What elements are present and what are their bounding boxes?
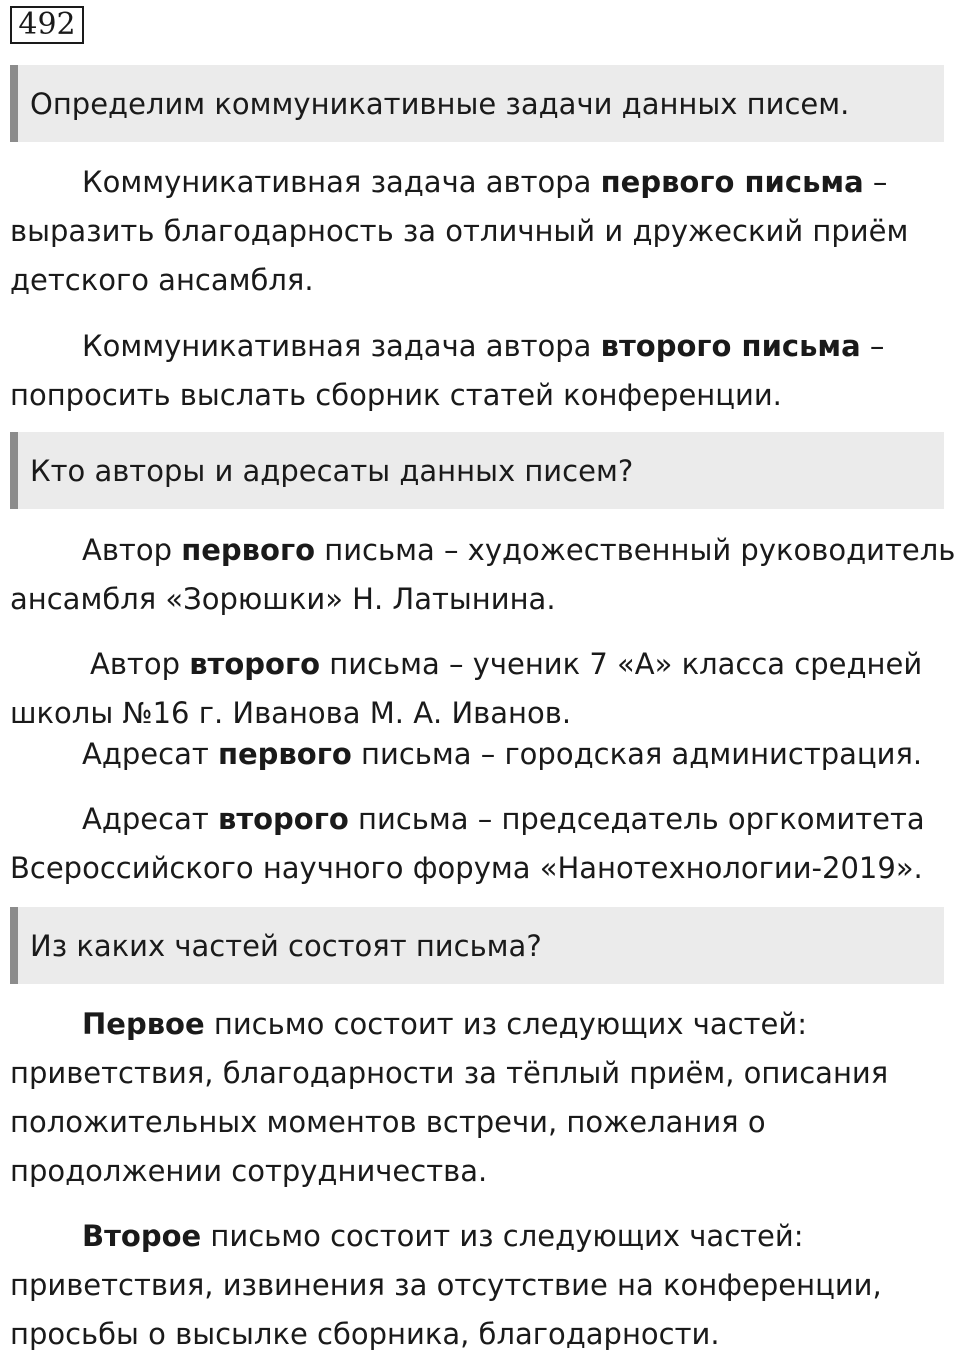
bold-term: второго письма	[600, 329, 861, 363]
paragraph: Коммуникативная задача автора второго письма – попросить выслать сборник статей конференции.	[10, 329, 885, 412]
bold-term: первого письма	[600, 165, 864, 199]
bold-term: Второе	[82, 1219, 202, 1253]
paragraph: Автор первого письма – художественный руководитель ансамбля «Зорюшки» Н. Латынина.	[10, 533, 956, 616]
exercise-number: 492	[10, 6, 84, 44]
bold-term: Первое	[82, 1007, 205, 1041]
paragraph: Коммуникативная задача автора первого письма – выразить благодарность за отличный и дружеский приём детского ансамбля.	[10, 165, 909, 297]
bold-term: второго	[217, 802, 349, 836]
paragraph: Автор второго письма – ученик 7 «А» класса средней школы №16 г. Иванова М. А. Иванов.	[10, 647, 923, 730]
paragraph: Адресат первого письма – городская администрация.	[82, 737, 923, 771]
paragraph: Адресат второго письма – председатель оргкомитета Всероссийского научного форума «Нанотехнологии-2019».	[10, 802, 925, 885]
question-heading: Кто авторы и адресаты данных писем?	[10, 432, 944, 509]
paragraph: Первое письмо состоит из следующих частей: приветствия, благодарности за тёплый приём, описания положительных моментов встречи, пожелания о продолжении сотрудничества.	[10, 1007, 889, 1188]
paragraph: Второе письмо состоит из следующих частей: приветствия, извинения за отсутствие на конференции, просьбы о высылке сборника, благодарности.	[10, 1219, 882, 1351]
bold-term: первого	[181, 533, 316, 567]
bold-term: второго	[189, 647, 321, 681]
question-heading: Из каких частей состоят письма?	[10, 907, 944, 984]
question-heading: Определим коммуникативные задачи данных писем.	[10, 65, 944, 142]
bold-term: первого	[217, 737, 352, 771]
